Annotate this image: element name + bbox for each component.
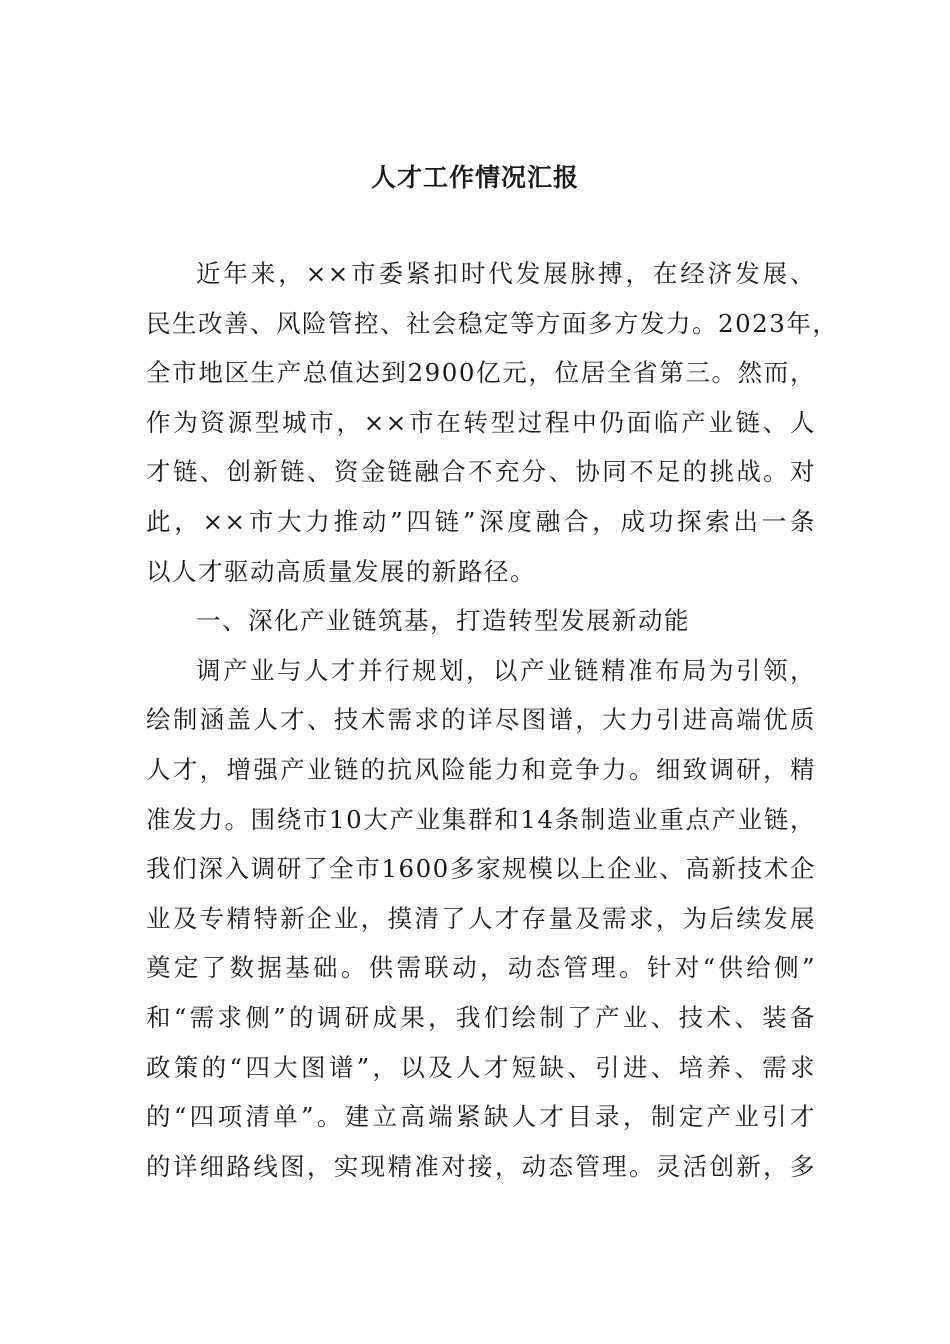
paragraph-line: 和“需求侧”的调研成果，我们绘制了产业、技术、装备	[146, 1002, 816, 1032]
section-heading: 一、深化产业链筑基，打造转型发展新动能	[196, 606, 690, 636]
paragraph-line: 绘制涵盖人才、技术需求的详尽图谱，大力引进高端优质	[146, 705, 816, 735]
paragraph-line: 准发力。围绕市10大产业集群和14条制造业重点产业链，	[146, 804, 816, 834]
paragraph-line: 的详细路线图，实现精准对接，动态管理。灵活创新，多	[146, 1151, 816, 1181]
paragraph-line: 此，××市大力推动”四链”深度融合，成功探索出一条	[146, 506, 816, 536]
paragraph-line: 民生改善、风险管控、社会稳定等方面多方发力。2023年，	[146, 308, 839, 338]
paragraph-line: 政策的“四大图谱”，以及人才短缺、引进、培养、需求	[146, 1052, 816, 1082]
paragraph-line: 全市地区生产总值达到2900亿元，位居全省第三。然而，	[146, 358, 816, 388]
paragraph-line: 调产业与人才并行规划，以产业链精准布局为引领，	[196, 655, 816, 685]
paragraph-line: 奠定了数据基础。供需联动，动态管理。针对“供给侧”	[146, 953, 816, 983]
paragraph-line: 的“四项清单”。建立高端紧缺人才目录，制定产业引才	[146, 1102, 816, 1132]
paragraph-line: 近年来，××市委紧扣时代发展脉搏，在经济发展、	[196, 259, 816, 288]
paragraph-line: 我们深入调研了全市1600多家规模以上企业、高新技术企	[146, 854, 816, 884]
paragraph-line: 以人才驱动高质量发展的新路径。	[146, 556, 536, 586]
paragraph-line: 人才，增强产业链的抗风险能力和竞争力。细致调研，精	[146, 754, 816, 784]
paragraph-line: 才链、创新链、资金链融合不充分、协同不足的挑战。对	[146, 457, 816, 487]
paragraph-line: 业及专精特新企业，摸清了人才存量及需求，为后续发展	[146, 903, 816, 933]
document-title: 人才工作情况汇报	[370, 163, 579, 192]
document-body	[146, 249, 839, 1191]
paragraph-line: 作为资源型城市，××市在转型过程中仍面临产业链、人	[146, 407, 816, 437]
